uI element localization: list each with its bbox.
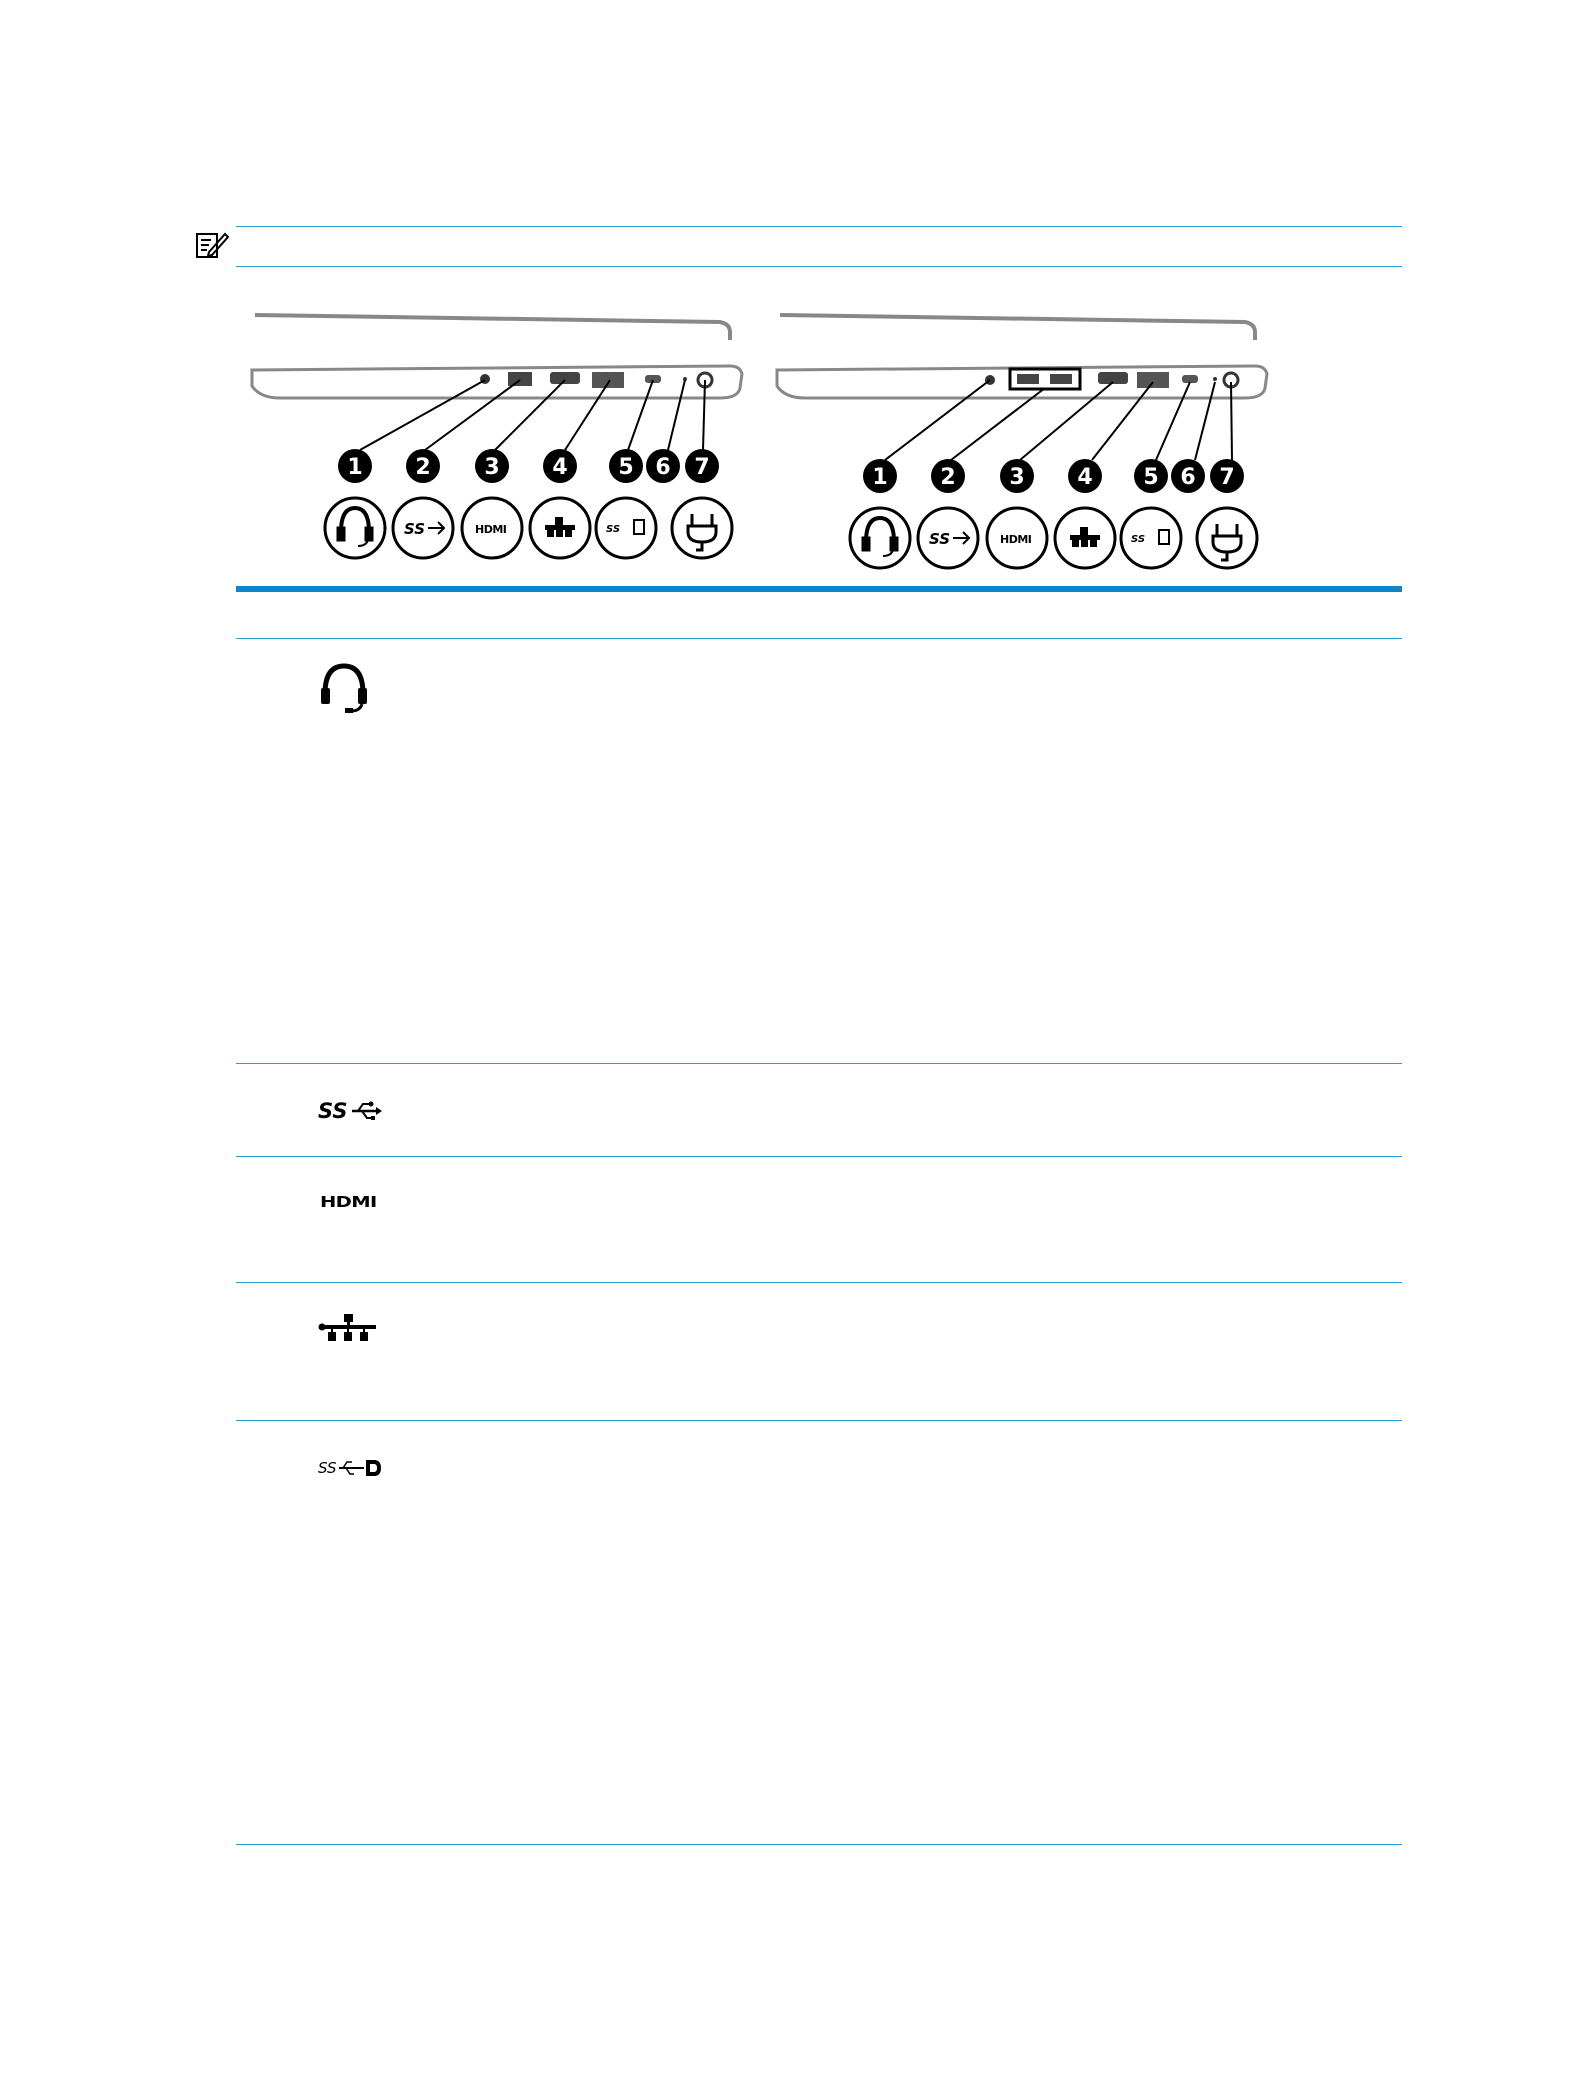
svg-text:1: 1: [872, 465, 888, 490]
svg-text:6: 6: [1180, 465, 1196, 490]
port-icon-row-right: [850, 508, 1257, 568]
usb-ss-text: SS: [318, 1099, 348, 1123]
callouts-right: [863, 459, 1244, 493]
svg-text:4: 4: [1077, 465, 1093, 490]
svg-text:7: 7: [1219, 465, 1235, 490]
note-bottom-rule: [236, 266, 1402, 267]
svg-text:5: 5: [618, 455, 634, 480]
svg-text:SS: SS: [606, 524, 621, 535]
svg-text:3: 3: [484, 455, 500, 480]
table-row-rule: [236, 1282, 1402, 1283]
hdmi-label-right: HDMI: [1000, 533, 1032, 546]
svg-text:4: 4: [552, 455, 568, 480]
svg-text:2: 2: [415, 455, 431, 480]
note-top-rule: [236, 226, 1402, 227]
svg-text:SS: SS: [1131, 534, 1146, 545]
svg-text:3: 3: [1009, 465, 1025, 490]
callouts-left: [338, 449, 719, 483]
table-row-rule: [236, 1420, 1402, 1421]
hdmi-label-left: HDMI: [475, 523, 507, 536]
svg-text:SS: SS: [404, 520, 426, 538]
table-row-rule: [236, 1844, 1402, 1845]
svg-text:5: 5: [1143, 465, 1159, 490]
svg-text:SS: SS: [929, 530, 951, 548]
svg-text:2: 2: [940, 465, 956, 490]
usb-superspeed-icon: [318, 1096, 384, 1126]
headset-jack-icon: [315, 660, 373, 714]
note-icon: [195, 230, 229, 260]
left-side-ports-figure: [240, 300, 1280, 590]
svg-text:1: 1: [347, 455, 363, 480]
table-row-rule: [236, 1063, 1402, 1064]
laptop-left-view-b: [777, 315, 1267, 460]
svg-text:7: 7: [694, 455, 710, 480]
table-row-rule: [236, 638, 1402, 639]
port-icon-row-left: [325, 498, 732, 558]
usb-c-ss-text: SS: [318, 1459, 337, 1477]
svg-text:6: 6: [655, 455, 671, 480]
hdmi-text: HDMI: [320, 1193, 377, 1211]
rj45-network-icon: [318, 1312, 380, 1344]
table-row-rule: [236, 1156, 1402, 1157]
table-header-rule: [236, 586, 1402, 592]
laptop-left-view-a: [252, 315, 742, 450]
hdmi-icon: [320, 1193, 377, 1212]
usb-c-displayport-icon: [318, 1455, 384, 1481]
